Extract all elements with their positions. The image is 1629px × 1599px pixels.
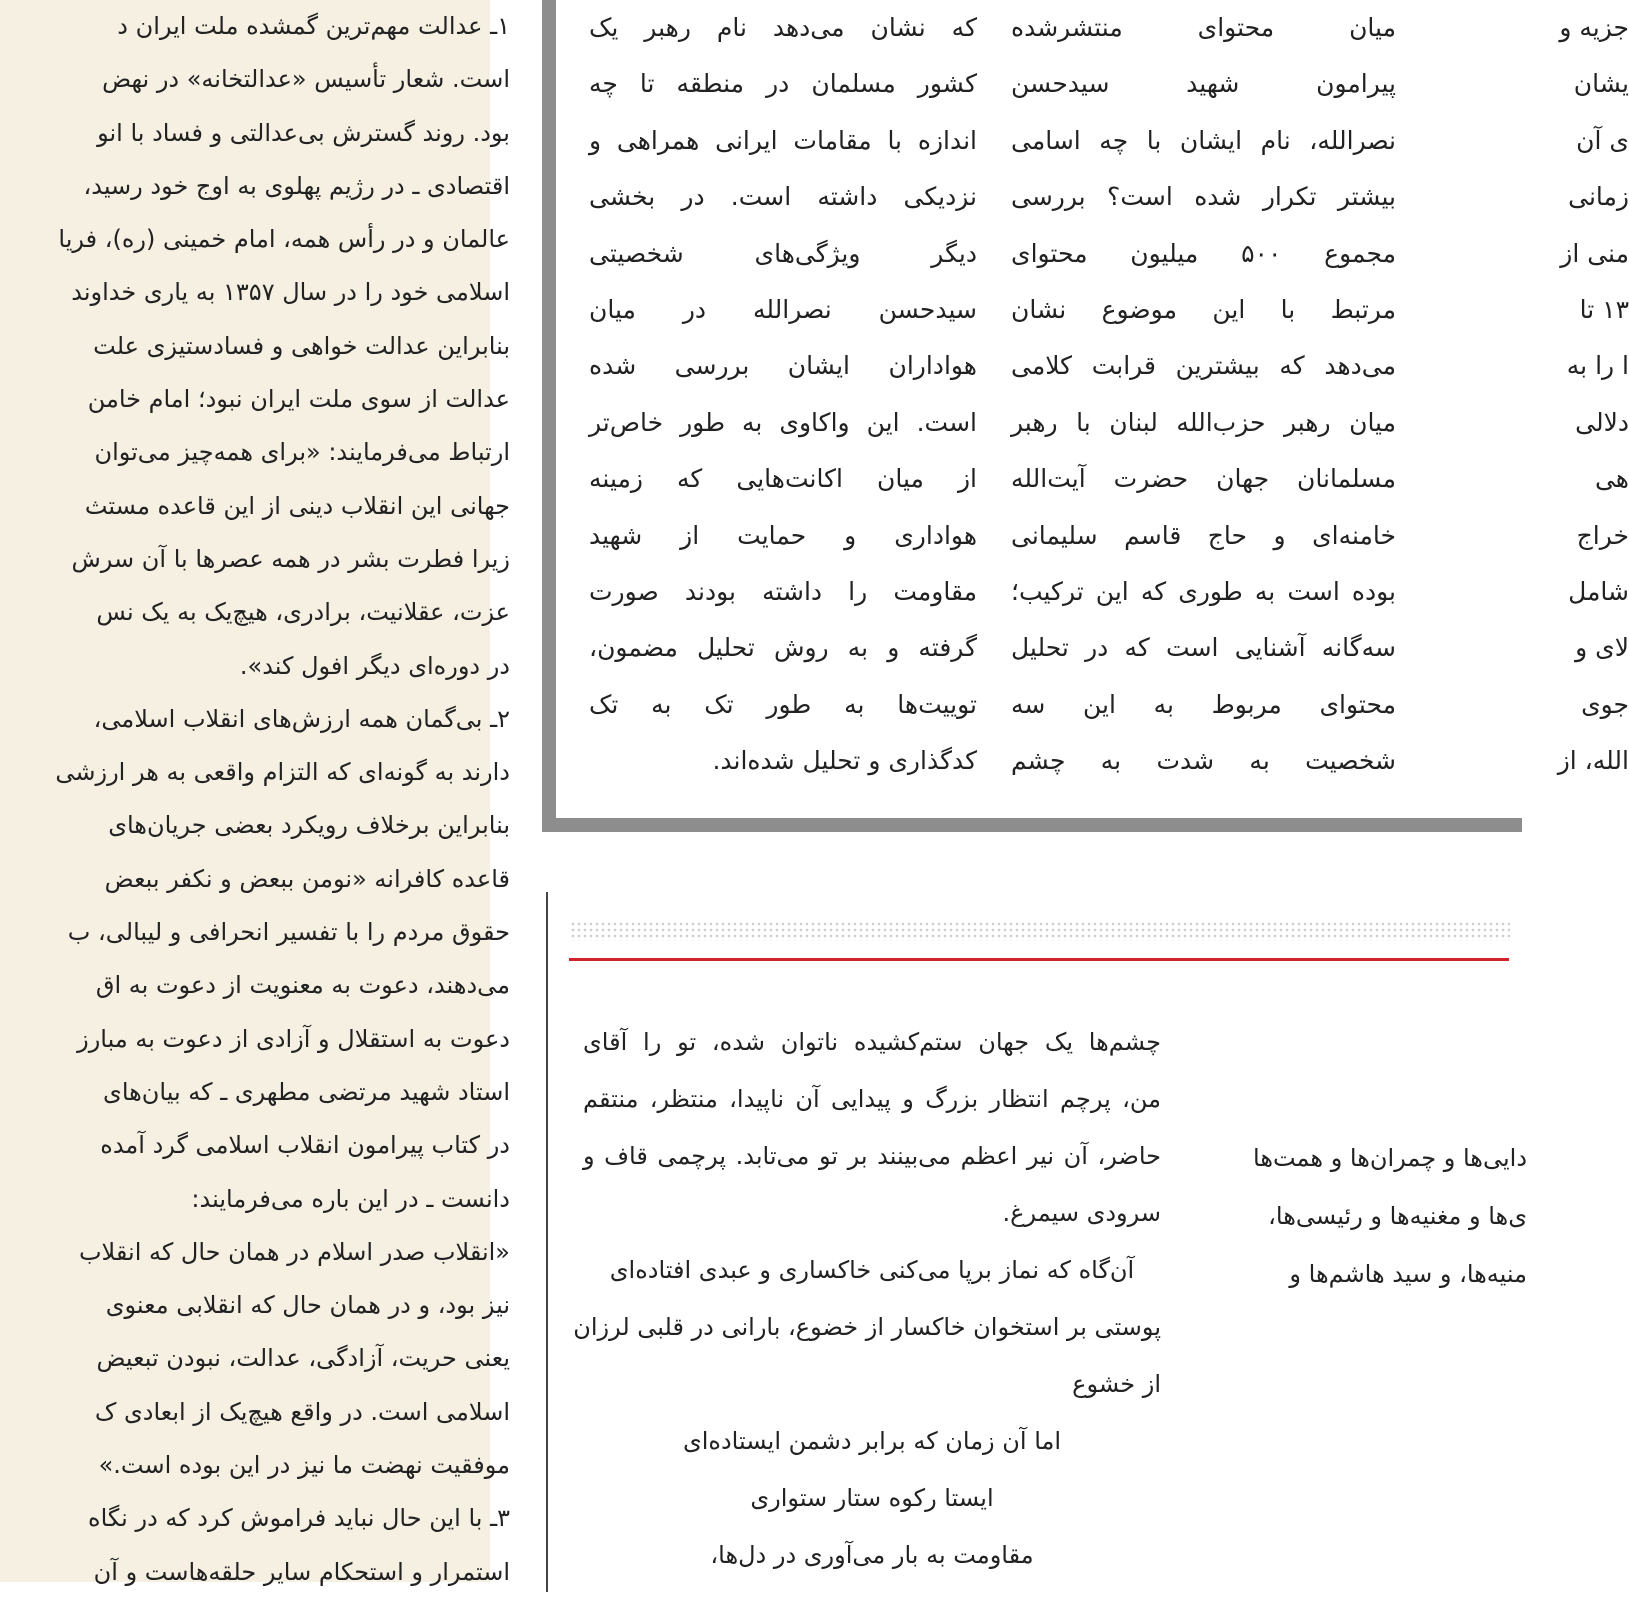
text-line: دعوت به استقلال و آزادی از دعوت به مبارز (77, 1024, 510, 1053)
text-line: از خشوع (1072, 1370, 1161, 1398)
text-line: منیه‌ها، و سید هاشم‌ها و (1289, 1260, 1527, 1288)
text-line: اسلامی است. در واقع هیچ‌یک از ابعادی ک (94, 1397, 510, 1426)
text-line: دانست ـ در این باره می‌فرمایند: (191, 1184, 510, 1213)
text-line: آن‌گاه که نماز برپا می‌کنی خاکساری و عبدی افتاده‌ای (609, 1256, 1135, 1284)
text-line: خراج (1576, 520, 1629, 550)
left-article-lines (0, 0, 510, 1599)
text-line: یعنی حریت، آزادگی، عدالت، نبودن تبعیض (96, 1344, 510, 1373)
text-line: مرتبط با این موضوع نشان (1011, 294, 1396, 324)
text-line: بنابراین عدالت خواهی و فسادستیزی علت (93, 331, 510, 360)
text-line: زمانی (1568, 182, 1629, 212)
text-line: بنابراین برخلاف رویکرد بعضی جریان‌های (108, 811, 510, 840)
text-line: استاد شهید مرتضی مطهری ـ که بیان‌های (103, 1077, 510, 1106)
text-line: مجموع ۵۰۰ میلیون محتوای (1011, 238, 1396, 268)
text-line: ۱۳ تا (1579, 294, 1629, 324)
text-line: اقتصادی ـ در رژیم پهلوی به اوج خود رسید، (83, 171, 510, 200)
text-line: اندازه با مقامات ایرانی همراهی و (589, 125, 977, 155)
text-line: خامنه‌ای و حاج قاسم سلیمانی (1011, 520, 1396, 550)
text-line: استمرار و استحکام سایر حلقه‌هاست و آن (93, 1557, 510, 1586)
text-line: ا را به (1566, 351, 1629, 381)
text-line: ارتباط می‌فرمایند: «برای همه‌چیز می‌توان (94, 438, 510, 467)
text-line: نزدیکی داشته است. در بخشی (589, 182, 977, 212)
text-line: چشم‌ها یک جهان ستم‌کشیده ناتوان شده، تو را آقای (583, 1028, 1161, 1056)
text-line: در دوره‌ای دیگر افول کند». (239, 651, 510, 680)
text-line: است. این واکاوی به طور خاص‌تر (589, 407, 977, 437)
text-line: حقوق مردم را با تفسیر انحرافی و لیبالی، ب (67, 918, 510, 947)
text-line: زیرا فطرت بشر در همه عصرها با آن سرش (71, 544, 510, 573)
text-line: «انقلاب صدر اسلام در همان حال که انقلاب (78, 1237, 510, 1266)
text-line: ۳ـ با این حال نباید فراموش کرد که در نگاه (88, 1504, 510, 1533)
text-line: ۱ـ عدالت مهم‌ترین گمشده ملت ایران د (117, 12, 510, 40)
text-line: دایی‌ها و چمران‌ها و همت‌ها (1253, 1144, 1527, 1172)
text-line: محتوای مربوط به این سه (1011, 689, 1396, 719)
text-line: مقاومت را داشته بودند صورت (589, 576, 977, 606)
text-line: هواداران ایشان بررسی شده (589, 351, 977, 381)
text-line: یشان (1573, 69, 1629, 99)
text-line: است. شعار تأسیس «عدالتخانه» در نهض (102, 65, 510, 94)
left-article-column (0, 0, 510, 1586)
vertical-divider (546, 892, 548, 1592)
text-line: ۲ـ بی‌گمان همه ارزش‌های انقلاب اسلامی، (93, 704, 510, 733)
text-line: جهانی این انقلاب دینی از این قاعده مستث (84, 491, 510, 520)
text-line: ایستا رکوه ستار ستواری (750, 1484, 994, 1512)
top-framed-article (542, 0, 1629, 832)
text-line: لای و (1575, 633, 1629, 663)
text-line: ی آن (1576, 125, 1629, 155)
text-line: دارند به گونه‌ای که التزام واقعی به هر ارزشی (55, 758, 510, 787)
text-line: موفقیت نهضت ما نیز در این بوده است.» (98, 1451, 510, 1480)
text-line: می‌دهد که بیشترین قرابت کلامی (1011, 351, 1396, 381)
text-line: شخصیت به شدت به چشم (1011, 746, 1396, 776)
text-line: کشور مسلمان در منطقه تا چه (589, 69, 977, 99)
text-line: شامل (1568, 576, 1629, 606)
text-line: می‌دهند، دعوت به معنویت از دعوت به اق (95, 971, 510, 1000)
text-line: اسلامی خود را در سال ۱۳۵۷ به یاری خداوند (71, 278, 510, 307)
red-rule (569, 958, 1509, 961)
text-line: سه‌گانه آشنایی است که در تحلیل (1011, 633, 1396, 663)
text-line: میان محتوای منتشرشده (1011, 13, 1396, 42)
text-line: من، پرچم انتظار بزرگ و پیدایی آن ناپیدا، منتظر، منتقم (583, 1085, 1161, 1113)
text-line: قاعده کافرانه «نومن ببعض و نکفر ببعض (104, 864, 510, 893)
text-line: مسلمانان جهان حضرت آیت‌الله (1011, 464, 1396, 494)
text-line: دیگر ویژگی‌های شخصیتی (589, 238, 977, 268)
text-line: از میان اکانت‌هایی که زمینه (589, 464, 977, 494)
text-line: سیدحسن نصرالله در میان (589, 294, 977, 324)
text-line: بیشتر تکرار شده است؟ بررسی (1011, 182, 1396, 212)
text-line: پیرامون شهید سیدحسن (1011, 69, 1396, 99)
text-line: جزیه و (1559, 13, 1629, 42)
text-line: پوستی بر استخوان خاکسار از خضوع، بارانی در قلبی لرزان (573, 1313, 1161, 1341)
text-line: اما آن زمان که برابر دشمن ایستاده‌ای (682, 1427, 1062, 1455)
text-line: هواداری و حمایت از شهید (589, 520, 977, 550)
text-line: میان رهبر حزب‌الله لبنان با رهبر (1011, 407, 1396, 437)
text-line: گرفته و به روش تحلیل مضمون، (589, 633, 977, 663)
text-line: توییت‌ها به طور تک به تک (589, 689, 977, 719)
text-line: نصرالله، نام ایشان با چه اسامی (1011, 125, 1396, 155)
text-line: جوی (1581, 689, 1629, 719)
poem-block (573, 1014, 1161, 1584)
text-line: عزت، عقلانیت، برادری، هیچ‌یک به یک نس (96, 598, 510, 627)
text-line: عالمان و در رأس همه، امام خمینی (ره)، فریا (58, 225, 510, 254)
text-line: منی از (1560, 238, 1629, 268)
text-line: نیز بود، و در همان حال که انقلابی معنوی (105, 1291, 510, 1320)
text-line: هی (1594, 464, 1629, 494)
text-line: مقاومت به بار می‌آوری در دل‌ها، (710, 1541, 1034, 1569)
text-line: کدگذاری و تحلیل شده‌اند. (712, 746, 977, 776)
text-line: ی‌ها و مغنیه‌ها و رئیسی‌ها، (1268, 1202, 1527, 1230)
text-line: حاضر، آن نیر اعظم می‌بینند بر تو می‌تابد. پرچمی قاف و (583, 1142, 1161, 1170)
text-line: که نشان می‌دهد نام رهبر یک (589, 13, 977, 42)
top-col-right (1429, 0, 1629, 789)
top-col-middle (1011, 0, 1396, 789)
text-line: بوده است به طوری که این ترکیب؛ (1011, 576, 1396, 606)
text-line: سرودی سیمرغ. (1002, 1199, 1161, 1227)
top-col-left (589, 0, 977, 789)
text-line: در کتاب پیرامون انقلاب اسلامی گرد آمده (100, 1131, 510, 1160)
dotted-band (570, 921, 1510, 941)
text-line: عدالت از سوی ملت ایران نبود؛ امام خامن (87, 385, 510, 414)
text-line: الله، از (1557, 746, 1629, 776)
text-line: دلالی (1575, 407, 1629, 437)
right-snippet-block (1207, 1129, 1527, 1303)
text-line: بود. روند گسترش بی‌عدالتی و فساد با انو (97, 118, 510, 147)
